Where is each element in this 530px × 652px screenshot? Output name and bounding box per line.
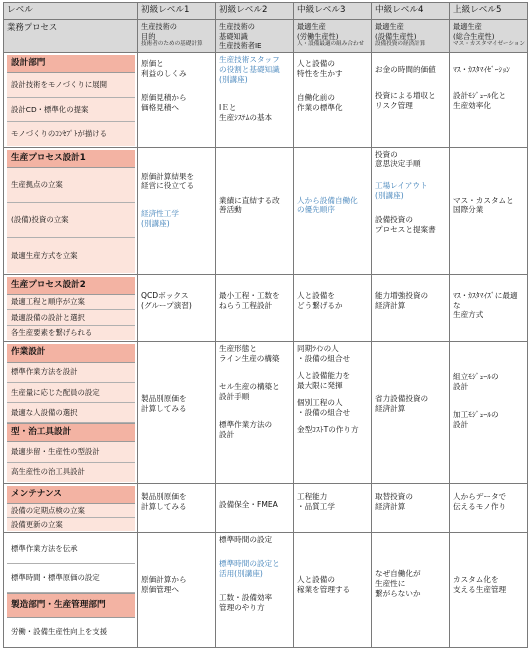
cell-mfg-l2 — [216, 533, 294, 648]
category-title: メンテナンス — [7, 486, 135, 504]
cell-text: 人と設備の 稼業を管理する — [297, 575, 351, 594]
cell-proc1-l5 — [450, 147, 528, 274]
header-level-4: 中級レベル4 — [372, 3, 450, 20]
cell-work-l1 — [138, 342, 216, 483]
category-item: 標準作業方法を設計 — [7, 363, 135, 383]
cell-proc2-l4 — [372, 274, 450, 342]
category-work-and-tool-design — [4, 342, 138, 483]
subheader-level-2: 生産技術の 基礎知識 生産技術者IE — [216, 20, 294, 53]
subheader-row — [4, 20, 528, 53]
row-maintenance — [4, 483, 528, 532]
category-item: 標準作業方法を伝承 — [7, 535, 135, 564]
cell-text: 同期ﾗｲﾝの人 ・設備の組合せ — [297, 344, 351, 364]
cell-design-l1 — [138, 53, 216, 147]
cell-text: 人と設備能力を 最大限に発揮 — [297, 371, 351, 390]
cell-text: カスタム化を 支える生産管理 — [453, 575, 507, 594]
cell-text: 能力増強投資の 経済計算 — [375, 290, 429, 310]
header-row — [4, 3, 528, 20]
category-design-dept — [4, 53, 138, 147]
row-work-and-tool-design — [4, 342, 528, 483]
cell-text: 投資の 意思決定手順 — [375, 149, 421, 169]
cell-work-l3 — [294, 342, 372, 483]
category-maintenance — [4, 483, 138, 532]
category-item: 生産拠点の立案 — [7, 168, 135, 203]
row-process-design-2 — [4, 274, 528, 342]
subheader-4-note: 設備投資の経済計算 — [375, 41, 426, 48]
subheader-level-1 — [138, 20, 216, 53]
header-level: レベル — [4, 3, 138, 20]
cell-work-l2 — [216, 342, 294, 483]
header-level-3: 中級レベル3 — [294, 3, 372, 20]
category-item: 設計技術をモノづくりに展開 — [7, 73, 135, 97]
category-title: 型・治工具設計 — [7, 423, 135, 442]
cell-mfg-l3 — [294, 533, 372, 648]
cell-proc1-l3 — [294, 147, 372, 274]
subheader-1-note: 技術者のための基礎計算 — [141, 41, 203, 48]
cell-text: 原価計算結果を 経営に役立てる — [141, 171, 195, 191]
cell-text: 標準作業方法の 設計 — [219, 419, 273, 439]
header-level-1: 初級レベル1 — [138, 3, 216, 20]
cell-work-l4 — [372, 342, 450, 483]
cell-text: 業績に直結する改 善活動 — [219, 195, 280, 215]
cell-text: QCDボックス (グループ演習) — [141, 290, 192, 310]
cell-design-l5 — [450, 53, 528, 147]
cell-text: 生産形態と ライン生産の構築 — [219, 344, 280, 364]
cell-course-link: 経済性工学 (別講座) — [141, 209, 179, 229]
subheader-business-process — [4, 20, 138, 53]
cell-text: 製品別原価を 計算してみる — [141, 491, 187, 511]
subheader-process-label: 業務プロセス — [7, 22, 58, 33]
header-level-5: 上級レベル5 — [450, 3, 528, 20]
category-title: 生産プロセス設計2 — [7, 277, 135, 295]
cell-proc1-l1 — [138, 147, 216, 274]
cell-proc2-l5 — [450, 274, 528, 342]
cell-maint-l3 — [294, 483, 372, 532]
category-item: 最適生産方式を立案 — [7, 238, 135, 272]
category-item: 高生産性の治工具設計 — [7, 463, 135, 482]
category-title: 生産プロセス設計1 — [7, 150, 135, 168]
cell-mfg-l4 — [372, 533, 450, 648]
subheader-5-note: マス・カスタマイゼーション — [453, 41, 525, 48]
cell-design-l3 — [294, 53, 372, 147]
cell-text: 金型ｺｽﾄTの作り方 — [297, 424, 359, 434]
cell-maint-l1 — [138, 483, 216, 532]
category-title: 設計部門 — [7, 55, 135, 73]
cell-proc1-l2 — [216, 147, 294, 274]
cell-text: 原価見積から 価格見積へ — [141, 93, 187, 112]
category-process-design-1 — [4, 147, 138, 274]
cell-design-l2 — [216, 53, 294, 147]
category-title: 作業設計 — [7, 344, 135, 362]
cell-text: 人と設備を どう繋げるか — [297, 290, 343, 310]
category-item: 設備更新の立案 — [7, 518, 135, 531]
subheader-level-4 — [372, 20, 450, 53]
cell-text: セル生産の構築と 設計手順 — [219, 382, 280, 401]
cell-text: IＥと 生産ｼｽﾃﾑの基本 — [219, 102, 273, 122]
category-item: 各生産要素を繋げられる — [7, 326, 135, 341]
cell-text: 原価と 利益のしくみ — [141, 59, 187, 79]
category-item: 最適な人設備の選択 — [7, 403, 135, 423]
cell-text: 原価計算から 原価管理へ — [141, 575, 187, 594]
cell-text: なぜ自働化が 生産性に 繋がらないか — [375, 569, 421, 598]
header-level-2: 初級レベル2 — [216, 3, 294, 20]
subheader-level-5 — [450, 20, 528, 53]
cell-text: 標準時間の設定 — [219, 535, 273, 545]
category-process-design-2 — [4, 274, 138, 342]
cell-text: 人と設備の 特性を生かす — [297, 59, 343, 79]
cell-course-link: 標準時間の設定と 活用(別講座) — [219, 558, 280, 578]
row-manufacturing — [4, 533, 528, 648]
row-process-design-1 — [4, 147, 528, 274]
cell-proc1-l4 — [372, 147, 450, 274]
category-manufacturing — [4, 533, 138, 648]
cell-text: マス・カスタムと 国際分業 — [453, 195, 514, 215]
category-title: 製造部門・生産管理部門 — [7, 593, 135, 618]
cell-maint-l2 — [216, 483, 294, 532]
cell-text: 個別工程の人 ・設備の組合せ — [297, 397, 351, 417]
cell-text: お金の時間的価値 — [375, 65, 436, 75]
category-item: 設計CD・標準化の提案 — [7, 98, 135, 122]
cell-text: 投資による増収と リスク管理 — [375, 91, 436, 111]
subheader-5-title: 最適生産 (総合生産性) — [453, 22, 495, 41]
cell-mfg-l1 — [138, 533, 216, 648]
cell-text: 工程能力 ・品質工学 — [297, 491, 335, 511]
cell-text: 取替投資の 経済計算 — [375, 491, 413, 511]
cell-text: ﾏｽ・ｶｽﾀﾏｲｽﾞに最適な 生産方式 — [453, 290, 518, 320]
cell-design-l4 — [372, 53, 450, 147]
cell-text: 製品別原価を 計算してみる — [141, 394, 187, 414]
subheader-1-title: 生産技術の 目的 — [141, 22, 177, 41]
subheader-3-note: 人・設備最適の組み合わせ — [297, 41, 365, 48]
category-item: 生産量に応じた配員の設定 — [7, 383, 135, 403]
cell-text: 省力設備投資の 経済計算 — [375, 394, 429, 414]
cell-proc2-l2 — [216, 274, 294, 342]
subheader-4-title: 最適生産 (設備生産性) — [375, 22, 417, 41]
cell-proc2-l3 — [294, 274, 372, 342]
category-item: 設備の定期点検の立案 — [7, 504, 135, 518]
subheader-level-3 — [294, 20, 372, 53]
cell-course-link: 生産技術スタッフ の役割と基礎知識 (別講座) — [219, 55, 280, 85]
category-item: 最適設備の設計と選択 — [7, 310, 135, 326]
cell-text: 設備保全・FMEA — [219, 499, 278, 509]
cell-text: 組立ﾓｼﾞｭｰﾙの 設計 — [453, 372, 499, 392]
category-item: (設備)投資の立案 — [7, 203, 135, 238]
cell-text: 人からデータで 伝えるモノ作り — [453, 491, 507, 511]
cell-course-link: 人から設備自働化 の優先順序 — [297, 195, 358, 215]
cell-text: 設備投資の プロセスと提案書 — [375, 215, 436, 234]
cell-course-link: 工場レイアウト (別講座) — [375, 181, 428, 201]
row-design-dept — [4, 53, 528, 147]
skill-level-table — [3, 2, 528, 648]
cell-work-l5 — [450, 342, 528, 483]
cell-proc2-l1 — [138, 274, 216, 342]
category-item: 標準時間・標準原価の設定 — [7, 564, 135, 593]
category-item: 労働・設備生産性向上を支援 — [7, 618, 135, 646]
cell-text: 設計ﾓｼﾞｭｰﾙ化と 生産効率化 — [453, 91, 507, 111]
cell-maint-l4 — [372, 483, 450, 532]
cell-text: 自働化前の 作業の標準化 — [297, 93, 343, 112]
cell-mfg-l5 — [450, 533, 528, 648]
subheader-3-title: 最適生産 (労働生産性) — [297, 22, 339, 41]
cell-text: 工数・設備効率 管理のやり方 — [219, 592, 273, 612]
cell-text: ﾏｽ・ｶｽﾀﾏｲｾﾞｰｼｮﾝ — [453, 65, 510, 75]
category-item: モノづくりのｺﾝｾﾌﾟﾄが描ける — [7, 122, 135, 145]
cell-text: 加工ﾓｼﾞｭｰﾙの 設計 — [453, 410, 499, 429]
category-item: 最適歩留・生産性の型設計 — [7, 442, 135, 462]
cell-text: 最小工程・工数を ねらう工程設計 — [219, 290, 280, 310]
skill-matrix — [3, 2, 527, 648]
category-item: 最適工程と順序が立案 — [7, 295, 135, 311]
cell-maint-l5 — [450, 483, 528, 532]
